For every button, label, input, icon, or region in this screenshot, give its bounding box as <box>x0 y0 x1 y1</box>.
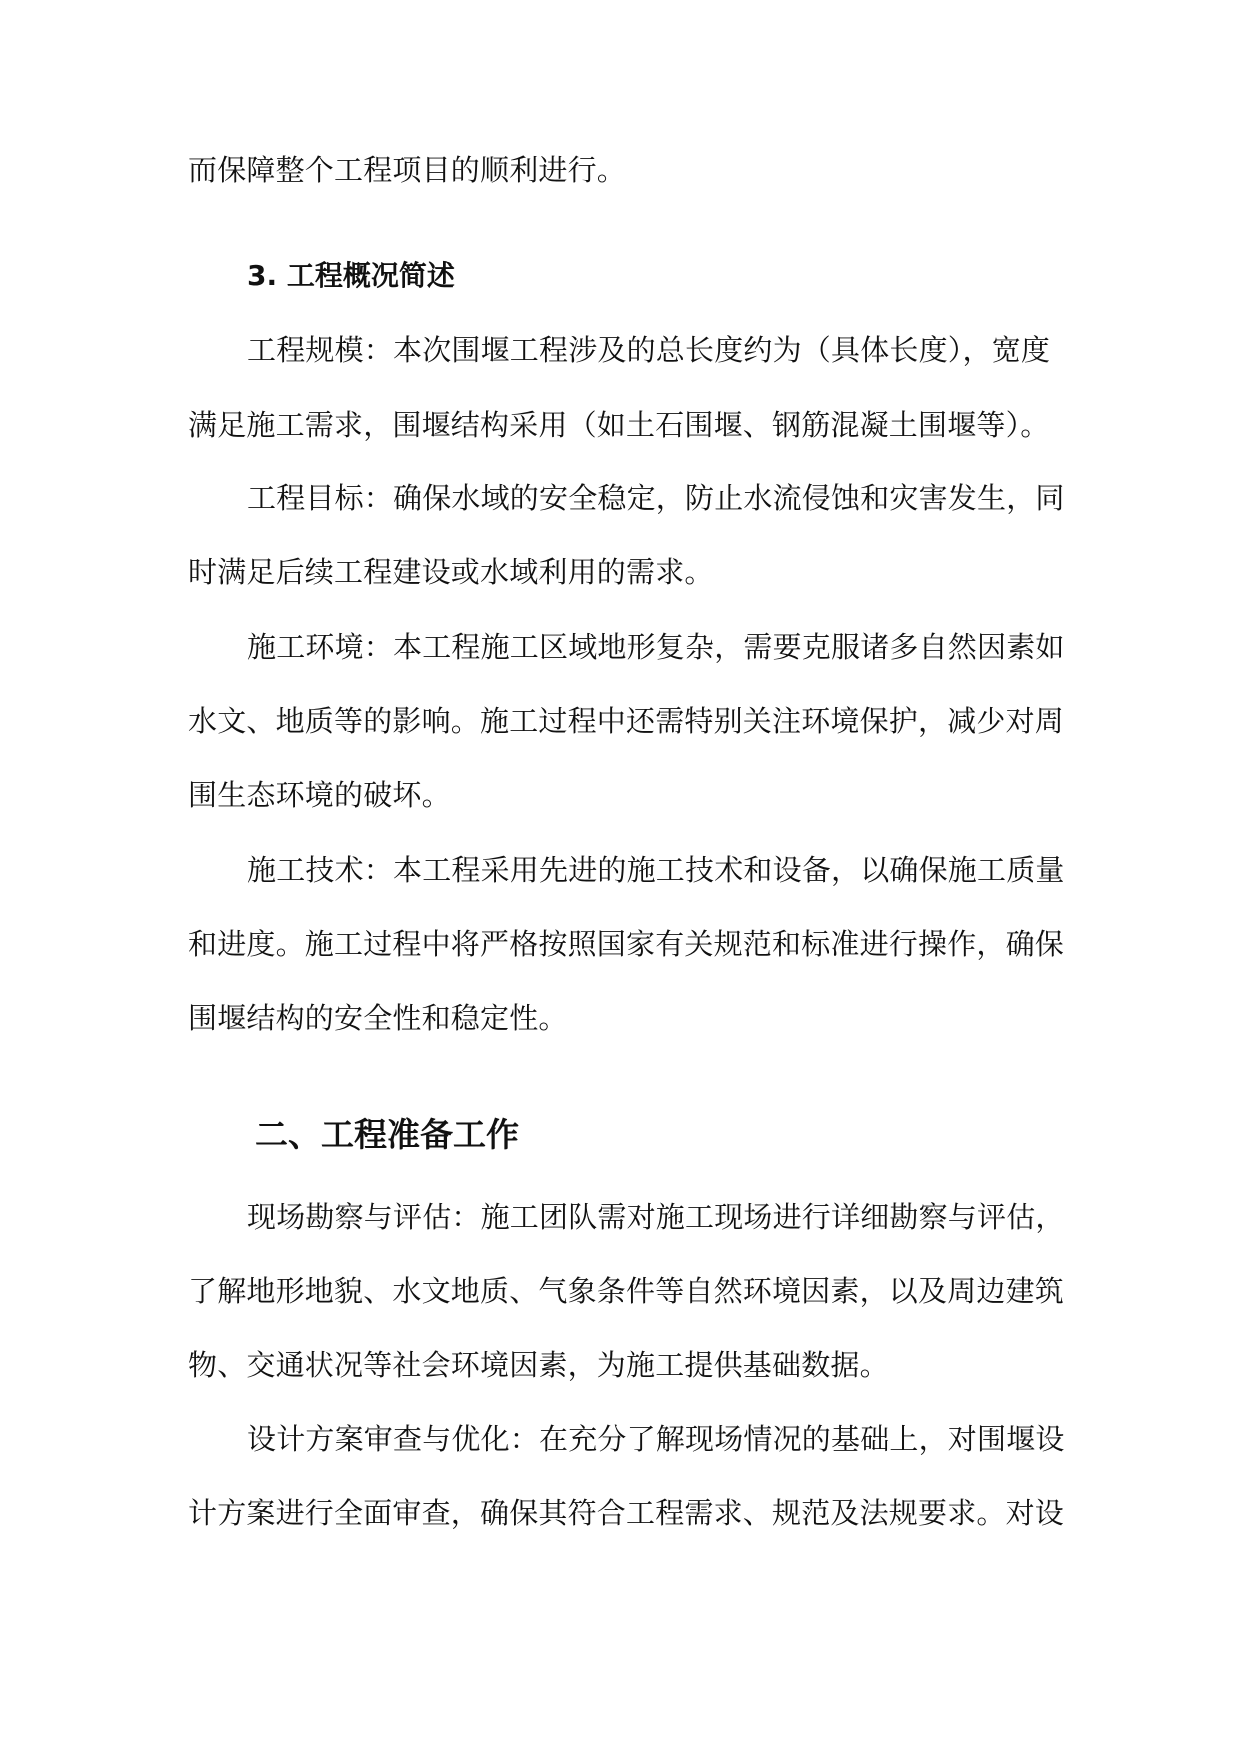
paragraph-line: 现场勘察与评估：施工团队需对施工现场进行详细勘察与评估， <box>247 1200 1065 1234</box>
paragraph-line: 施工技术：本工程采用先进的施工技术和设备，以确保施工质量 <box>247 853 1065 887</box>
paragraph-line: 和进度。施工过程中将严格按照国家有关规范和标准进行操作，确保 <box>188 927 1065 961</box>
section-heading-3: 3. 工程概况简述 <box>247 259 455 292</box>
paragraph-line: 设计方案审查与优化：在充分了解现场情况的基础上，对围堰设 <box>247 1422 1065 1456</box>
paragraph-line: 工程规模：本次围堰工程涉及的总长度约为（具体长度），宽度 <box>247 333 1051 367</box>
paragraph-line: 水文、地质等的影响。施工过程中还需特别关注环境保护，减少对周 <box>188 704 1065 738</box>
part-heading-2: 二、工程准备工作 <box>255 1115 519 1154</box>
paragraph-line: 时满足后续工程建设或水域利用的需求。 <box>188 555 714 589</box>
paragraph-line: 物、交通状况等社会环境因素，为施工提供基础数据。 <box>188 1348 889 1382</box>
paragraph-line: 工程目标：确保水域的安全稳定，防止水流侵蚀和灾害发生，同 <box>247 481 1065 515</box>
paragraph-line: 施工环境：本工程施工区域地形复杂，需要克服诸多自然因素如 <box>247 630 1065 664</box>
paragraph-line: 围生态环境的破坏。 <box>188 778 451 812</box>
paragraph-line: 而保障整个工程项目的顺利进行。 <box>188 153 627 187</box>
paragraph-line: 围堰结构的安全性和稳定性。 <box>188 1001 568 1035</box>
paragraph-line: 满足施工需求，围堰结构采用（如土石围堰、钢筋混凝土围堰等）。 <box>188 408 1050 442</box>
paragraph-line: 了解地形地貌、水文地质、气象条件等自然环境因素，以及周边建筑 <box>188 1274 1065 1308</box>
paragraph-line: 计方案进行全面审查，确保其符合工程需求、规范及法规要求。对设 <box>188 1496 1065 1530</box>
